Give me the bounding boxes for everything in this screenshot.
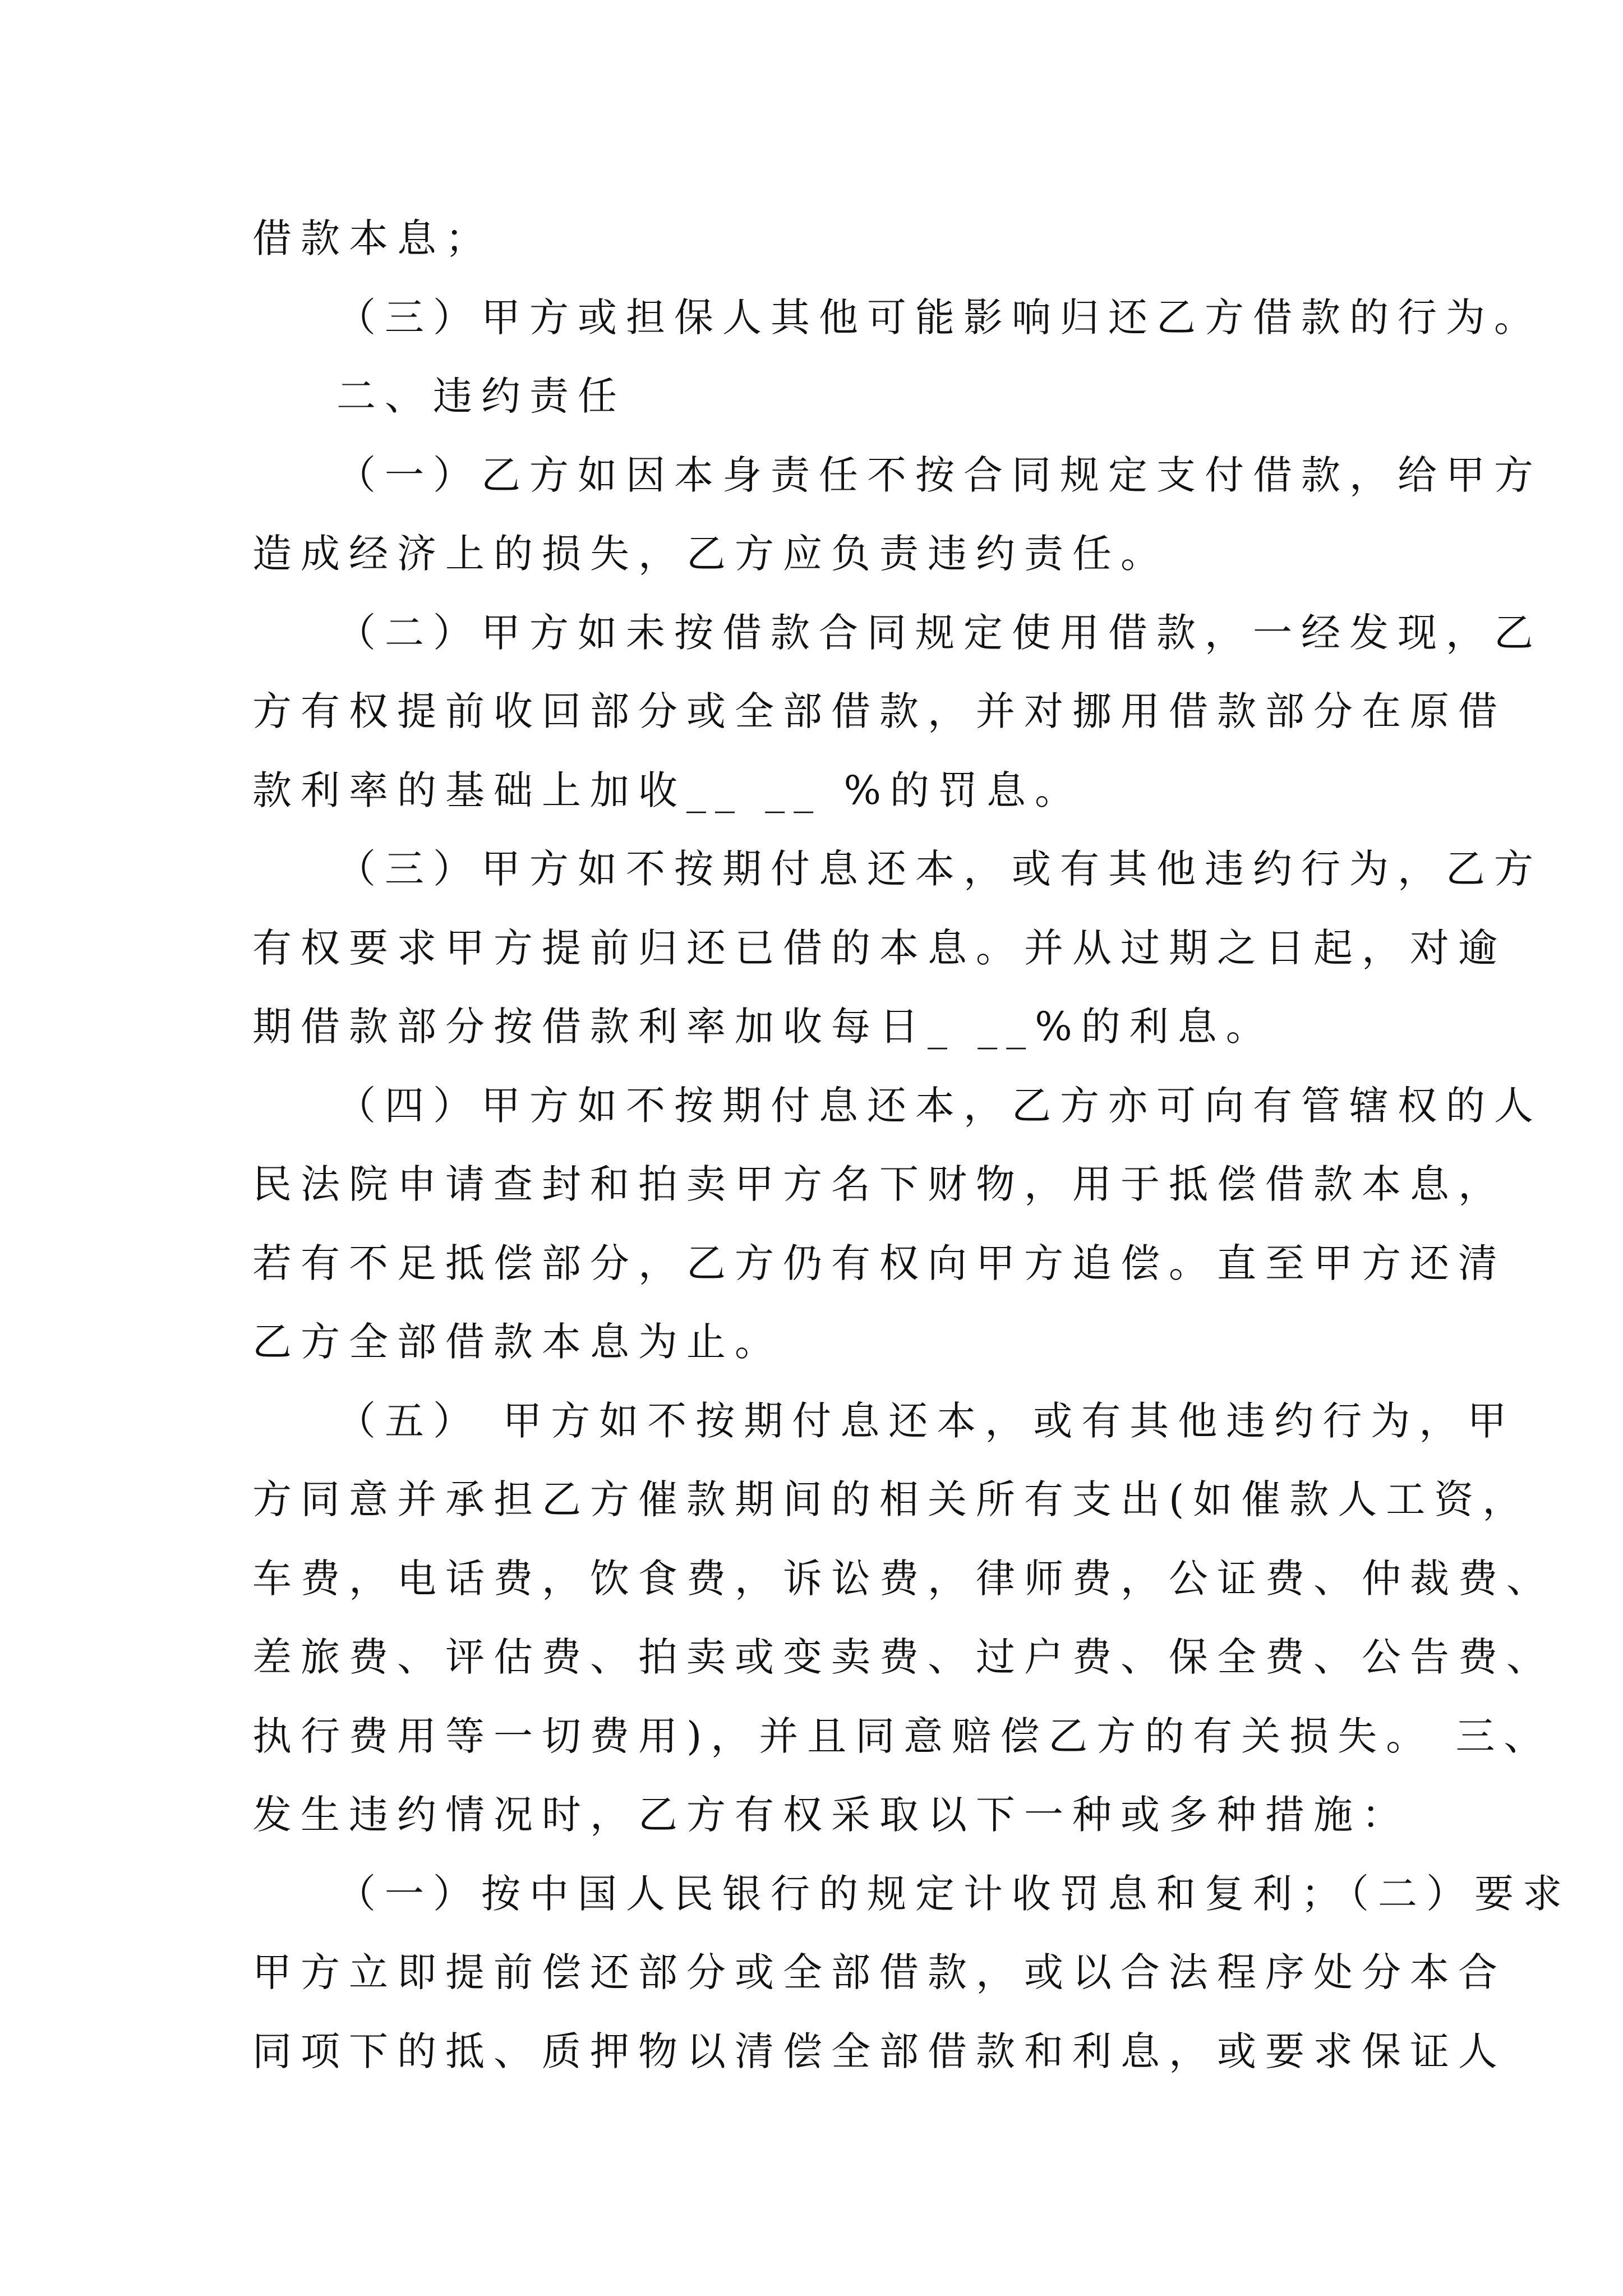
text-line-10: 有权要求甲方提前归还已借的本息。并从过期之日起，对逾 (252, 925, 1506, 971)
text-line-2: （三）甲方或担保人其他可能影响归还乙方借款的行为。 (336, 295, 1542, 341)
text-line-6: （二）甲方如未按借款合同规定使用借款，一经发现，乙 (336, 610, 1542, 656)
section-heading-breach-liability: 二、违约责任 (336, 373, 626, 419)
text-line-22: （一）按中国人民银行的规定计收罚息和复利；（二）要求 (336, 1871, 1571, 1917)
text-line-9: （三）甲方如不按期付息还本，或有其他违约行为，乙方 (336, 846, 1542, 892)
text-line-18: 车费，电话费，饮食费，诉讼费，律师费，公证费、仲裁费、 (252, 1556, 1555, 1602)
text-line-7: 方有权提前收回部分或全部借款，并对挪用借款部分在原借 (252, 688, 1506, 734)
text-line-20: 执行费用等一切费用)，并且同意赔偿乙方的有关损失。 三、 (252, 1713, 1552, 1759)
text-line-14: 若有不足抵偿部分，乙方仍有权向甲方追偿。直至甲方还清 (252, 1240, 1506, 1286)
text-line-24: 同项下的抵、质押物以清偿全部借款和利息，或要求保证人 (252, 2028, 1506, 2074)
text-line-19: 差旅费、评估费、拍卖或变卖费、过户费、保全费、公告费、 (252, 1634, 1555, 1680)
text-line-8: 款利率的基础上加收__ __ %的罚息。 (252, 767, 1083, 813)
text-line-4: （一）乙方如因本身责任不按合同规定支付借款，给甲方 (336, 452, 1542, 498)
text-line-21: 发生违约情况时，乙方有权采取以下一种或多种措施： (252, 1792, 1410, 1838)
text-line-16: （五） 甲方如不按期付息还本，或有其他违约行为，甲 (336, 1398, 1516, 1444)
text-line-1: 借款本息； (252, 215, 494, 261)
text-line-12: （四）甲方如不按期付息还本，乙方亦可向有管辖权的人 (336, 1083, 1542, 1129)
text-line-13: 民法院申请查封和拍卖甲方名下财物，用于抵偿借款本息， (252, 1161, 1506, 1207)
text-line-5: 造成经济上的损失，乙方应负责违约责任。 (252, 531, 1169, 577)
text-line-15: 乙方全部借款本息为止。 (252, 1319, 783, 1365)
text-line-11: 期借款部分按借款利率加收每日_ __%的利息。 (252, 1004, 1274, 1050)
text-line-23: 甲方立即提前偿还部分或全部借款，或以合法程序处分本合 (252, 1949, 1506, 1995)
text-line-17: 方同意并承担乙方催款期间的相关所有支出(如催款人工资， (252, 1476, 1531, 1522)
